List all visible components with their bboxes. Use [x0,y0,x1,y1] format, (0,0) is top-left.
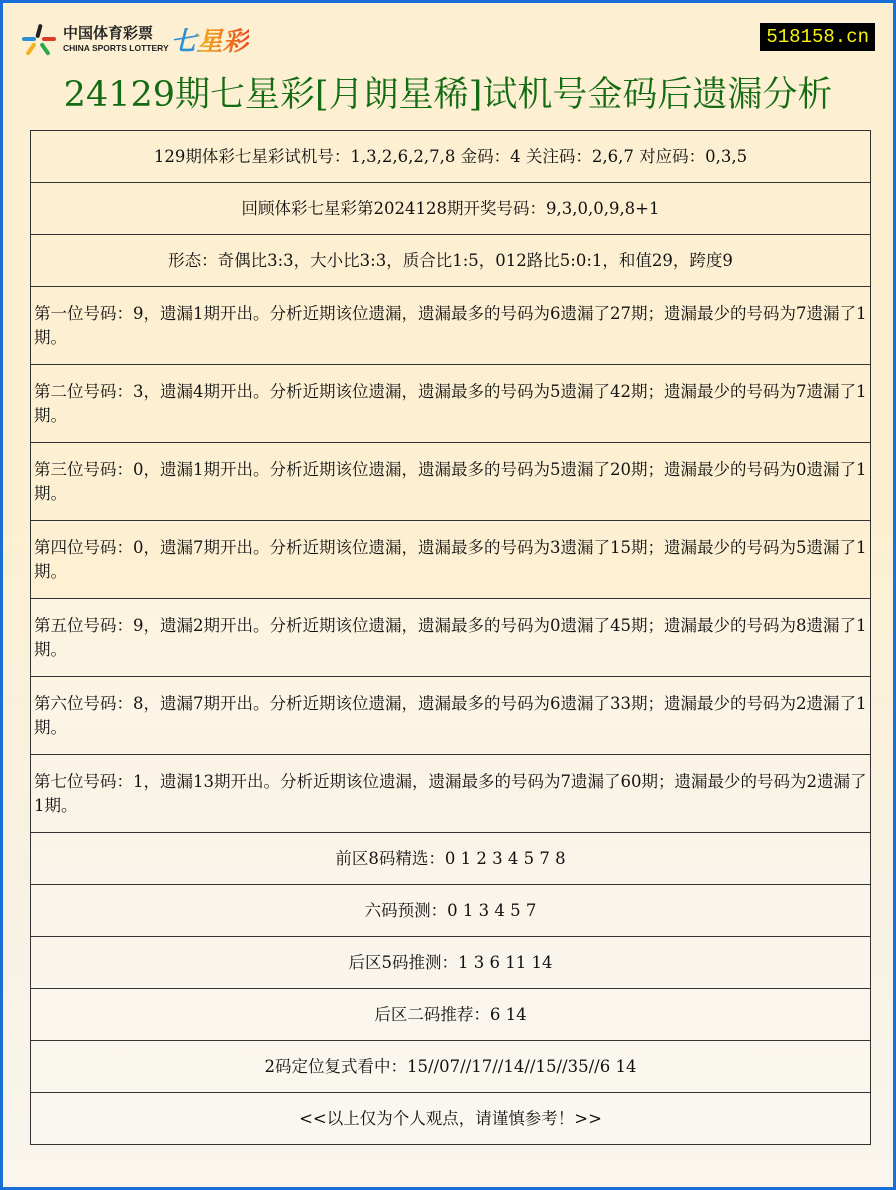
position-1-cell: 第一位号码：9，遗漏1期开出。分析近期该位遗漏，遗漏最多的号码为6遗漏了27期；遗漏最少的号码为7遗漏了1期。 [31,287,871,365]
table-row [31,937,871,989]
lottery-star-icon [21,22,57,58]
position-combo-cell: 2码定位复式看中：15//07//17//14//15//35//6 14 [31,1041,871,1093]
table-row [31,885,871,937]
table-row [31,365,871,443]
table-row [31,677,871,755]
position-7-cell: 第七位号码：1，遗漏13期开出。分析近期该位遗漏，遗漏最多的号码为7遗漏了60期；遗漏最少的号码为2遗漏了1期。 [31,755,871,833]
logo-game-name: 七星彩 [171,21,249,58]
table-row [31,1093,871,1145]
front-8-cell: 前区8码精选：0 1 2 3 4 5 7 8 [31,833,871,885]
table-row [31,443,871,521]
disclaimer-cell: <<以上仅为个人观点，请谨慎参考！>> [31,1093,871,1145]
logo-cn-text: 中国体育彩票 [63,24,154,43]
page-title: 24129期七星彩[月朗星稀]试机号金码后遗漏分析 [63,75,833,115]
six-code-cell: 六码预测：0 1 3 4 5 7 [31,885,871,937]
back-2-cell: 后区二码推荐：6 14 [31,989,871,1041]
table-row [31,287,871,365]
test-number-cell: 129期体彩七星彩试机号：1,3,2,6,2,7,8 金码：4 关注码：2,6,7 对应码：0,3,5 [31,131,871,183]
table-row [31,599,871,677]
table-row [31,989,871,1041]
table-row [31,1041,871,1093]
china-sports-lottery-logo [21,21,249,58]
table-row [31,521,871,599]
logo-en-text: CHINA SPORTS LOTTERY [63,43,169,54]
table-row [31,131,871,183]
pattern-cell: 形态：奇偶比3:3，大小比3:3，质合比1:5，012路比5:0:1，和值29，跨度9 [31,235,871,287]
position-2-cell: 第二位号码：3，遗漏4期开出。分析近期该位遗漏，遗漏最多的号码为5遗漏了42期；遗漏最少的号码为7遗漏了1期。 [31,365,871,443]
position-4-cell: 第四位号码：0，遗漏7期开出。分析近期该位遗漏，遗漏最多的号码为3遗漏了15期；遗漏最少的号码为5遗漏了1期。 [31,521,871,599]
table-row [31,755,871,833]
table-row [31,183,871,235]
position-3-cell: 第三位号码：0，遗漏1期开出。分析近期该位遗漏，遗漏最多的号码为5遗漏了20期；遗漏最少的号码为0遗漏了1期。 [31,443,871,521]
position-5-cell: 第五位号码：9，遗漏2期开出。分析近期该位遗漏，遗漏最多的号码为0遗漏了45期；遗漏最少的号码为8遗漏了1期。 [31,599,871,677]
table-row [31,235,871,287]
back-5-cell: 后区5码推测：1 3 6 11 14 [31,937,871,989]
previous-draw-cell: 回顾体彩七星彩第2024128期开奖号码：9,3,0,0,9,8+1 [31,183,871,235]
site-badge[interactable]: 518158.cn [760,23,875,51]
analysis-table [30,130,871,1145]
table-row [31,833,871,885]
position-6-cell: 第六位号码：8，遗漏7期开出。分析近期该位遗漏，遗漏最多的号码为6遗漏了33期；遗漏最少的号码为2遗漏了1期。 [31,677,871,755]
